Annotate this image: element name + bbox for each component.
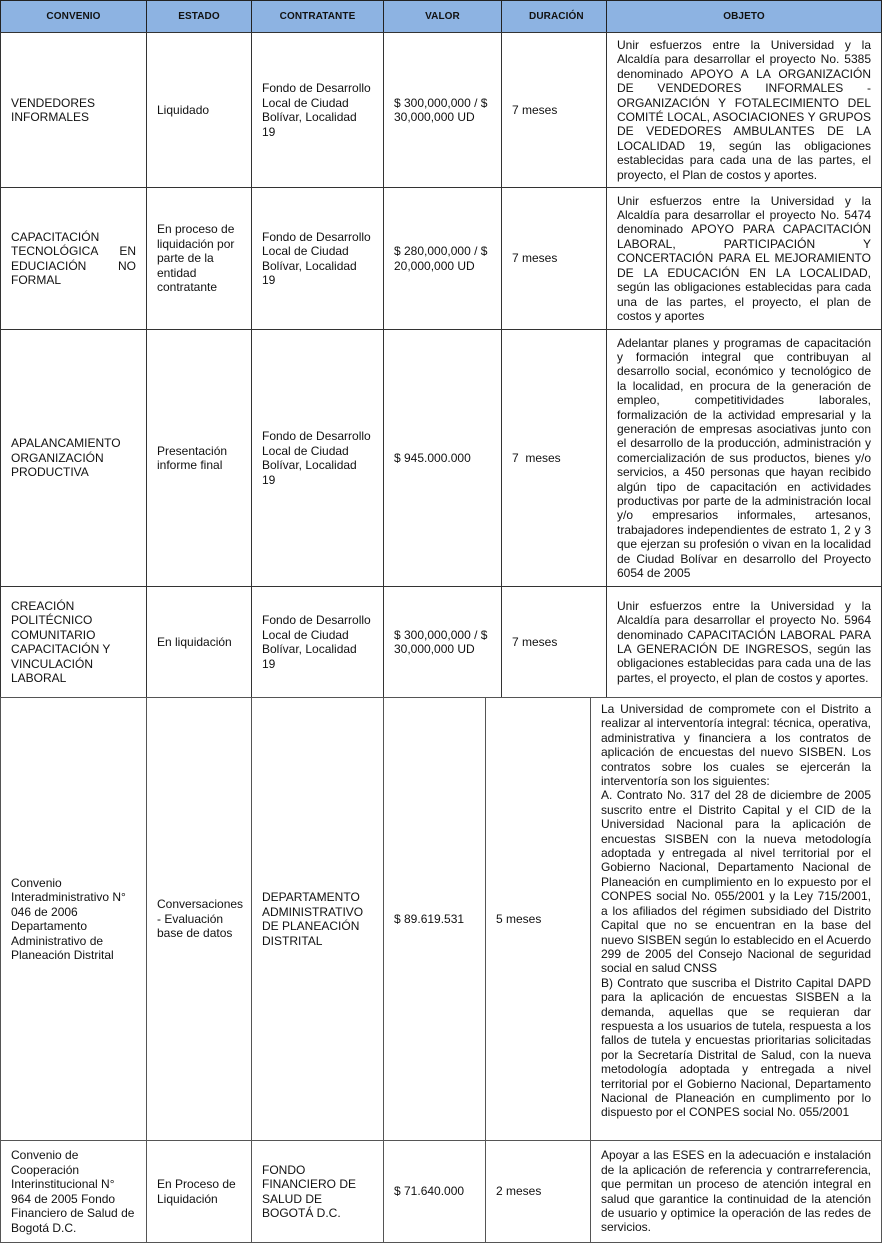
cell-estado (146, 586, 252, 698)
convenio-text: VENDEDORES INFORMALES (11, 95, 96, 124)
valor-text: $ 280,000,000 / $ 20,000,000 UD (394, 244, 488, 273)
cell-contratante (251, 187, 384, 330)
header-valor: VALOR (383, 0, 502, 33)
estado-text: En liquidación (157, 634, 232, 649)
cell-valor (383, 697, 486, 1141)
objeto-text: Unir esfuerzos entre la Universidad y la Alcaldía para desarrollar el proyecto No. 5474 denominado APOYO PARA CAPACITACIÓN LABORAL, PARTICIPACIÓN Y CONCERTACIÓN PARA EL MEJORAMIENTO DE LA EDUCACIÓN EN LA LOCALIDAD, según las obligaciones establecidas para cada una de las partes, el proyecto, el plan de costos y aportes (617, 193, 871, 323)
objeto-text: Apoyar a las ESES en la adecuación e instalación de la aplicación de referencia y contrarreferencia, que permitan un proceso de atención integral en salud que garantice la continuidad de la atención de usuario y optimice la operación de las redes de servicios. (601, 1148, 871, 1235)
cell-objeto (606, 187, 882, 330)
valor-text: $ 89.619.531 (394, 911, 465, 926)
contratante-text: DEPARTAMENTO ADMINISTRATIVO DE PLANEACIÓN DISTRITAL (262, 890, 364, 948)
cell-estado (146, 697, 252, 1141)
cell-valor (383, 1140, 486, 1243)
cell-estado (146, 329, 252, 587)
duracion-text: 7 meses (512, 634, 558, 649)
objeto-paragraph: La Universidad de compromete con el Distrito a realizar al interventoría integral: técnica, operativa, administrativa y financiera a los contratos de aplicación de encuestas del nuevo SISBEN. Los contratos sobre los cuales se ejercerán la interventoría son los siguientes: (601, 702, 871, 789)
cell-convenio (0, 1140, 147, 1243)
cell-valor (383, 329, 502, 587)
contratante-text: Fondo de Desarrollo Local de Ciudad Bolívar, Localidad 19 (262, 613, 371, 671)
cell-duracion (501, 329, 607, 587)
convenio-text: Convenio Interadministrativo N° 046 de 2006 Departamento Administrativo de Planeación Distrital (11, 875, 126, 962)
duracion-text: 7 meses (512, 102, 558, 117)
estado-text: En Proceso de Liquidación (157, 1177, 236, 1206)
cell-estado (146, 187, 252, 330)
valor-text: $ 300,000,000 / $ 30,000,000 UD (394, 627, 488, 656)
duracion-text: 5 meses (496, 911, 542, 926)
estado-text: Presentación informe final (157, 443, 228, 472)
convenio-text: Convenio de Cooperación Interinstitucional N° 964 de 2005 Fondo Financiero de Salud de Bogotá D.C. (11, 1148, 135, 1235)
contratante-text: Fondo de Desarrollo Local de Ciudad Bolívar, Localidad 19 (262, 229, 371, 287)
header-contratante: CONTRATANTE (251, 0, 384, 33)
cell-contratante (251, 586, 384, 698)
objeto-paragraph: A. Contrato No. 317 del 28 de diciembre de 2005 suscrito entre el Distrito Capital y el CID de la Universidad Nacional para la aplicación de encuestas SISBEN con la nueva metodología adoptada y entregada al nivel territorial por el Gobierno Nacional, Departamento Nacional de Planeación en cumplimiento en lo expuesto por el CONPES social No. 055/2001 y la Ley 715/2001, a los afiliados del régimen subsidiado del Distrito Capital que no se encuentran en la base del nuevo SISBEN según lo establecido en el Acuerdo 299 de 2005 del Consejo Nacional de seguridad social en salud CNSS (601, 788, 871, 976)
contratante-text: Fondo de Desarrollo Local de Ciudad Bolívar, Localidad 19 (262, 429, 371, 487)
cell-duracion (501, 32, 607, 188)
cell-objeto (606, 32, 882, 188)
cell-estado (146, 32, 252, 188)
cell-objeto (606, 329, 882, 587)
cell-valor (383, 32, 502, 188)
cell-convenio (0, 32, 147, 188)
objeto-text: Adelantar planes y programas de capacitación y formación integral que contribuyan al desarrollo social, económico y tecnológico de la localidad, en procura de la generación de empleo, competitividades laborales, formalización de la actividad empresarial y la generación de empresas asociativas junto con el desarrollo de la producción, administración y comercialización de sus productos, bienes y/o servicios, a 450 personas que hayan recibido algún tipo de capacitación en actividades productivas por parte de la administración local y/o empresarios informales, artesanos, trabajadores independientes de estrato 1, 2 y 3 que ejerzan su profesión o vivan en la localidad de Ciudad Bolívar en desarrollo del Proyecto 6054 de 2005 (617, 335, 871, 581)
cell-contratante (251, 32, 384, 188)
cell-objeto (590, 697, 882, 1141)
valor-text: $ 945.000.000 (394, 450, 471, 465)
cell-duracion (501, 187, 607, 330)
cell-convenio (0, 187, 147, 330)
cell-duracion (485, 697, 591, 1141)
cell-duracion (501, 586, 607, 698)
cell-objeto (606, 586, 882, 698)
duracion-text: 2 meses (496, 1184, 542, 1199)
header-estado: ESTADO (146, 0, 252, 33)
duracion-text: 7 meses (512, 450, 561, 465)
objeto-text: Unir esfuerzos entre la Universidad y la Alcaldía para desarrollar el proyecto No. 5385 denominado APOYO A LA ORGANIZACIÓN DE VENDEDORES INFORMALES - ORGANIZACIÓN Y FOTALECIMIENTO DEL COMITÉ LOCAL, ASOCIACIONES Y GRUPOS DE VEDEDORES AMBULANTES DE LA LOCALIDAD 19, según las obligaciones establecidas para cada una de las partes, el proyecto, el Plan de costos y aportes. (617, 37, 871, 182)
cell-contratante (251, 697, 384, 1141)
convenio-text: CAPACITACIÓN TECNOLÓGICA EN EDUCIACIÓN NO FORMAL (11, 229, 136, 287)
objeto-text (601, 702, 871, 1120)
cell-valor (383, 586, 502, 698)
cell-contratante (251, 329, 384, 587)
header-duracion: DURACIÓN (501, 0, 607, 33)
cell-convenio (0, 586, 147, 698)
cell-valor (383, 187, 502, 330)
estado-text: Conversaciones - Evaluación base de datos (157, 897, 244, 941)
valor-text: $ 71.640.000 (394, 1184, 465, 1199)
cell-convenio (0, 329, 147, 587)
header-convenio: CONVENIO (0, 0, 147, 33)
convenio-text: APALANCAMIENTO ORGANIZACIÓN PRODUCTIVA (11, 436, 121, 480)
cell-contratante (251, 1140, 384, 1243)
cell-convenio (0, 697, 147, 1141)
objeto-text: Unir esfuerzos entre la Universidad y la Alcaldía para desarrollar el proyecto No. 5964 denominado CAPACITACIÓN LABORAL PARA LA GENERACIÓN DE INGRESOS, según las obligaciones establecidas para cada una de las partes, el proyecto, el plan de costos y aportes. (617, 598, 871, 685)
cell-objeto (590, 1140, 882, 1243)
cell-duracion (485, 1140, 591, 1243)
estado-text: En proceso de liquidación por parte de la entidad contratante (157, 222, 235, 295)
estado-text: Liquidado (157, 102, 210, 117)
convenio-text: CREACIÓN POLITÉCNICO COMUNITARIO CAPACITACIÓN Y VINCULACIÓN LABORAL (11, 598, 111, 685)
cell-estado (146, 1140, 252, 1243)
header-objeto: OBJETO (606, 0, 882, 33)
valor-text: $ 300,000,000 / $ 30,000,000 UD (394, 95, 488, 124)
objeto-paragraph: B) Contrato que suscriba el Distrito Capital DAPD para la aplicación de encuestas SISBEN a la demanda, aquellas que se requieran dar respuesta a los usuarios de tutela, respuesta a los fallos de tutela y encuestas prioritarias solicitadas por la Secretaría Distrital de Salud, con la nueva metodología adoptada y entregada a nivel territorial por el Gobierno Nacional, Departamento Nacional de Planeación en cumplimento por lo dispuesto por el CONPES social No. 055/2001 (601, 975, 871, 1120)
contratante-text: Fondo de Desarrollo Local de Ciudad Bolívar, Localidad 19 (262, 81, 371, 139)
duracion-text: 7 meses (512, 251, 558, 266)
contratante-text: FONDO FINANCIERO DE SALUD DE BOGOTÁ D.C. (262, 1162, 357, 1220)
